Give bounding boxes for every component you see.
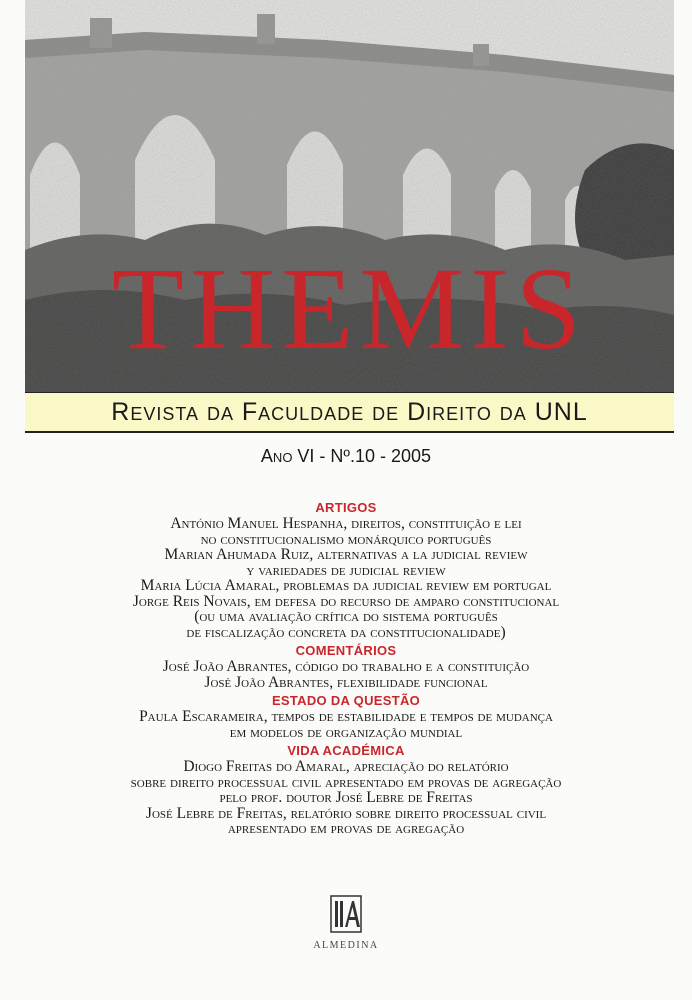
contents-line: Paula Escarameira, tempos de estabilidade e tempos de mudança: [139, 708, 553, 725]
contents-line: (ou uma avaliação crítica do sistema português: [194, 608, 498, 625]
contents-line: pelo prof. doutor José Lebre de Freitas: [219, 789, 473, 806]
section-estado: [0, 693, 692, 740]
section-heading: ARTIGOS: [315, 500, 377, 515]
contents-line: sobre direito processual civil apresentado em provas de agregação: [130, 773, 562, 791]
contents-line: José João Abrantes, código do trabalho e a constituição: [162, 658, 530, 675]
publisher-name: ALMEDINA: [313, 940, 379, 951]
magazine-subtitle: Revista da Faculdade de Direito da UNL: [111, 397, 588, 426]
contents-line: Maria Lúcia Amaral, problemas da judicial review em portugal: [140, 577, 552, 594]
section-heading: COMENTÁRIOS: [295, 643, 397, 658]
section-comentarios: [0, 643, 692, 690]
magazine-title: THEMIS: [111, 243, 588, 374]
contents-line: y variedades de judicial review: [246, 561, 446, 579]
contents-line: no constitucionalismo monárquico português: [200, 530, 492, 548]
section-vida-academica: [0, 743, 692, 837]
section-artigos: [0, 500, 692, 640]
subtitle-band: [25, 392, 674, 433]
section-heading: ESTADO DA QUESTÃO: [271, 693, 421, 708]
contents-line: apresentado em provas de agregação: [227, 820, 465, 837]
section-heading: VIDA ACADÉMICA: [287, 743, 405, 758]
contents-line: José João Abrantes, flexibilidade funcional: [204, 673, 488, 691]
almedina-logo-icon: [330, 895, 362, 938]
contents-line: em modelos de organização mundial: [229, 723, 463, 741]
contents-line: António Manuel Hespanha, direitos, constituição e lei: [170, 515, 522, 532]
contents-line: Diogo Freitas do Amaral, apreciação do relatório: [183, 758, 509, 775]
issue-info: Ano VI - Nº.10 - 2005: [260, 446, 432, 466]
contents-line: Marian Ahumada Ruiz, alternativas a la judicial review: [164, 546, 528, 563]
table-of-contents: [0, 497, 692, 837]
contents-line: Jorge Reis Novais, em defesa do recurso de amparo constitucional: [132, 592, 560, 610]
publisher-logo: [0, 895, 692, 951]
contents-line: José Lebre de Freitas, relatório sobre direito processual civil: [145, 804, 547, 822]
contents-line: de fiscalização concreta da constitucionalidade): [186, 623, 506, 641]
